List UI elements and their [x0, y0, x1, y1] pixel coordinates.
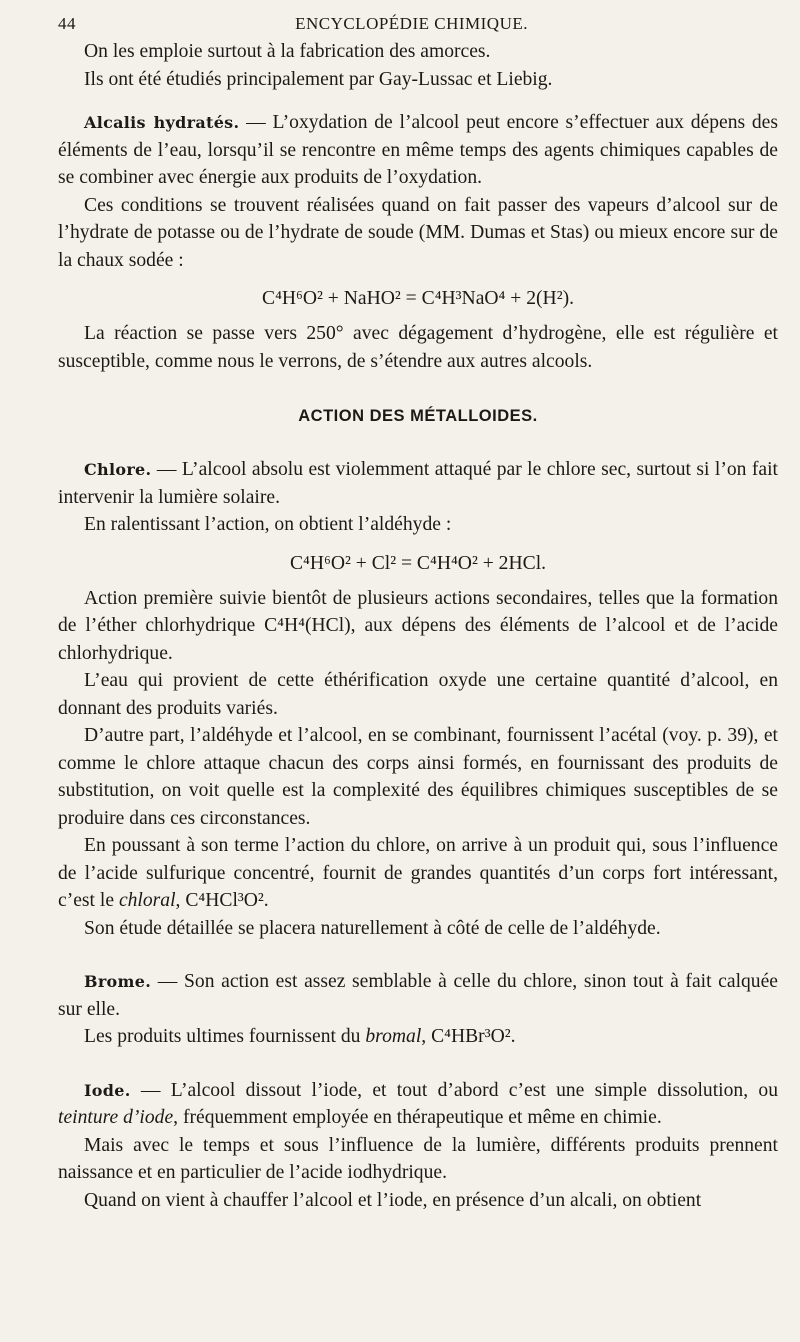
bromal-formula: , C⁴HBr³O². [421, 1026, 516, 1047]
paragraph-amorces: On les emploie surtout à la fabrication des amorces. [84, 41, 491, 62]
paragraph-ralentissant: En ralentissant l’action, on obtient l’aldéhyde : [84, 514, 452, 535]
heading-brome: Brome. [84, 972, 152, 991]
term-bromal: bromal [365, 1026, 422, 1047]
page-number: 44 [58, 14, 76, 33]
running-header [58, 14, 778, 34]
poussant-text: En poussant à son terme l’action du chlore, on arrive à un produit qui, sous l’influence de l’acide sulfurique concentré, fournit de grandes quantités d’un corps fort intéressant, c’est le [58, 835, 778, 911]
paragraph-eau: L’eau qui provient de cette éthérification oxyde une certaine quantité d’alcool, en donnant des produits variés. [58, 670, 778, 719]
paragraph-brome [58, 968, 778, 1023]
paragraph-etudies: Ils ont été étudiés principalement par Gay-Lussac et Liebig. [84, 68, 553, 90]
heading-iode: Iode. [84, 1080, 131, 1100]
paragraph-quand: Quand on vient à chauffer l’alcool et l’iode, en présence d’un alcali, on obtient [84, 1189, 702, 1211]
paragraph-iode [58, 1077, 778, 1132]
produits-text: Les produits ultimes fournissent du [84, 1026, 366, 1047]
formula-chlore: C⁴H⁶O² + Cl² = C⁴H⁴O² + 2HCl. [289, 552, 547, 574]
paragraph-reaction: La réaction se passe vers 250° avec dégagement d’hydrogène, elle est régulière et susceptible, comme nous le verrons, de s’étendre aux autres alcools. [58, 323, 778, 372]
term-chloral: chloral [118, 890, 176, 911]
paragraph-mais: Mais avec le temps et sous l’influence de la lumière, différents produits prennent naissance et en particulier de l’acide iodhydrique. [58, 1134, 778, 1183]
alcalis-text: — L’oxydation de l’alcool peut encore s’effectuer aux dépens des éléments de l’eau, lorsqu’il se rencontre en même temps des agents chimiques capables de se combiner avec énergie aux produits de l’oxydation. [58, 112, 779, 188]
paragraph-chlore [58, 456, 778, 511]
paragraph-alcalis [58, 109, 778, 192]
term-teinture: teinture d’iode [58, 1107, 174, 1128]
chlore-text: — L’alcool absolu est violemment attaqué par le chlore sec, surtout si l’on fait intervenir la lumière solaire. [58, 459, 778, 508]
paragraph-conditions: Ces conditions se trouvent réalisées quand on fait passer des vapeurs d’alcool sur de l’hydrate de potasse ou de l’hydrate de soude (MM. Dumas et Stas) ou mieux encore sur de la chaux sodée : [58, 194, 778, 271]
paragraph-autre: D’autre part, l’aldéhyde et l’alcool, en se combinant, fournissent l’acétal (voy. p. 39), et comme le chlore attaque chacun des corps ainsi formés, en fournissant des produits de substitution, on voit quelle est la complexité des équilibres chimiques susceptibles de se produire dans ces circonstances. [58, 725, 778, 829]
iode-text: — L’alcool dissout l’iode, et tout d’abord c’est une simple dissolution, ou [130, 1079, 778, 1101]
brome-text: — Son action est assez semblable à celle du chlore, sinon tout à fait calquée sur elle. [58, 971, 778, 1020]
paragraph-poussant [58, 832, 778, 915]
iode-text-end: , fréquemment employée en thérapeutique et même en chimie. [173, 1107, 662, 1128]
heading-chlore: Chlore. [84, 460, 152, 479]
running-title: ENCYCLOPÉDIE CHIMIQUE. [295, 14, 528, 33]
formula-soude: C⁴H⁶O² + NaHO² = C⁴H³NaO⁴ + 2(H²). [262, 288, 574, 309]
section-title: ACTION DES MÉTALLOIDES. [298, 407, 538, 425]
paragraph-produits [58, 1023, 778, 1051]
chloral-formula: , C⁴HCl³O². [175, 890, 269, 911]
paragraph-action: Action première suivie bientôt de plusieurs actions secondaires, telles que la formation de l’éther chlorhydrique C⁴H⁴(HCl), aux dépens des éléments de l’alcool et de l’acide chlorhydrique. [58, 587, 778, 664]
heading-alcalis: Alcalis hydratés. [84, 113, 240, 132]
paragraph-etude: Son étude détaillée se placera naturellement à côté de celle de l’aldéhyde. [84, 917, 661, 939]
